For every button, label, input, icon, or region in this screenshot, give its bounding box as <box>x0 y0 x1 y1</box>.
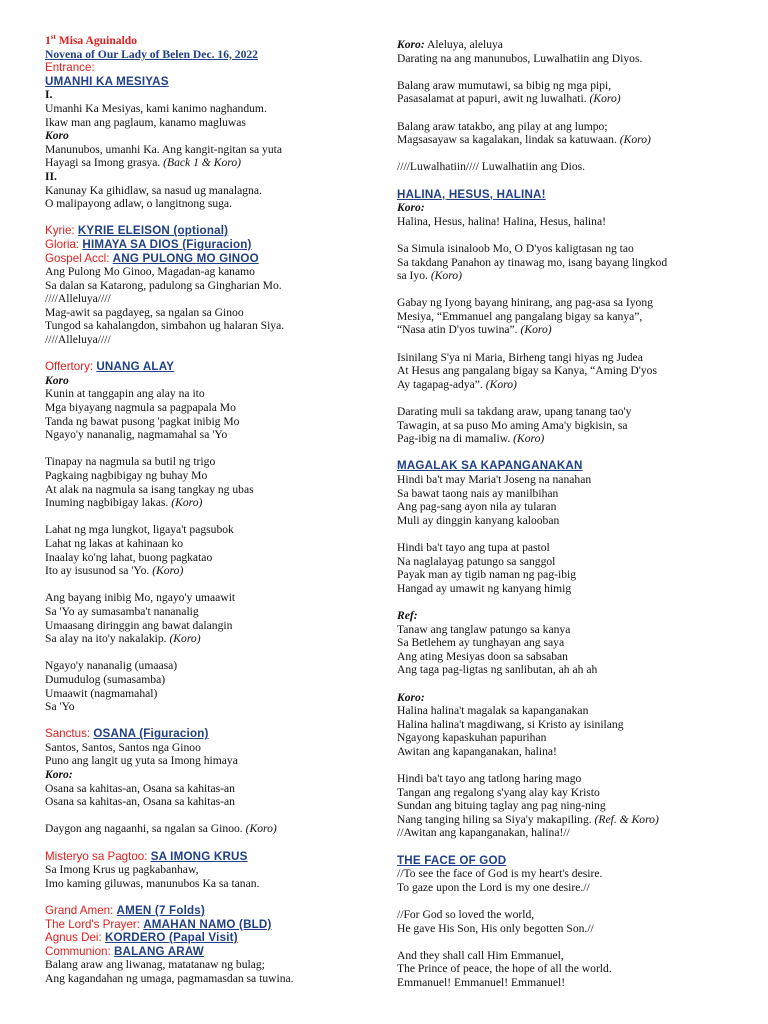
refrain-label: Ref: <box>397 608 418 622</box>
lyric-line <box>397 92 737 106</box>
gospel-song-title: ANG PULONG MO GINOO <box>112 251 259 265</box>
entrance-label: Entrance: <box>45 61 95 75</box>
koro-label: Koro: <box>397 201 425 215</box>
amen-row <box>45 904 370 918</box>
performance-note: (Koro) <box>619 133 651 147</box>
lyric-text: Aleluya, aleluya <box>424 38 503 51</box>
lyric-line: Kanunay Ka gihidlaw, sa nasud ug manalagna. <box>45 183 262 197</box>
lyric-line: Ngayo'y nananalig (umaasa) <box>45 659 178 673</box>
sanctus-song-title: OSANA (Figuracion) <box>93 727 209 741</box>
lyric-line: Hindi ba't may Maria't Joseng na nanahan <box>397 473 592 486</box>
lyric-line: Ngayong kapaskuhan papurihan <box>397 731 547 745</box>
lyric-line: Tanda ng bawat pusong 'pagkat inibig Mo <box>45 414 240 428</box>
lyric-line: Ang kagandahan ng umaga, pagmamasdan sa tuwina. <box>45 971 294 985</box>
lyric-line: Mag-awit sa pagdayeg, sa ngalan sa Ginoo <box>45 305 244 319</box>
lyric-text: Daygon ang nagaanhi, sa ngalan sa Ginoo. <box>45 822 246 836</box>
mass-ordinal-suffix: st <box>50 33 56 42</box>
agnus-row <box>45 931 370 945</box>
lyric-line <box>397 38 737 52</box>
lyric-line: Ang Pulong Mo Ginoo, Magadan-ag kanamo <box>45 265 255 279</box>
lyric-line: Sa Betlehem ay tunghayan ang saya <box>397 636 565 650</box>
lyric-line: Santos, Santos, Santos nga Ginoo <box>45 740 201 754</box>
lyric-text: Hayagi sa Imong grasya. <box>45 156 164 170</box>
lyric-line: Hindi ba't tayo ang tupa at pastol <box>397 540 550 554</box>
lyric-line <box>397 378 737 392</box>
lyric-line: Puno ang langit ug yuta sa Imong himaya <box>45 754 238 768</box>
performance-note: (Back 1 & Koro) <box>163 156 241 170</box>
lyric-line: Hindi ba't tayo ang tatlong haring mago <box>397 772 582 786</box>
mass-title <box>45 34 370 48</box>
lyric-text: sa Iyo. <box>397 269 431 283</box>
lyric-line: Pagkaing nagbibigay ng buhay Mo <box>45 469 208 482</box>
kyrie-row <box>45 224 370 238</box>
lyric-line: Umaasang diringgin ang bawat dalangin <box>45 618 233 632</box>
verse-marker: II. <box>45 169 57 183</box>
halina-song-title: HALINA, HESUS, HALINA! <box>397 187 546 201</box>
lyric-line: And they shall call Him Emmanuel, <box>397 948 564 962</box>
lyric-line: The Prince of peace, the hope of all the world. <box>397 962 612 976</box>
lyric-text: “Nasa atin D'yos tuwina”. <box>397 323 521 337</box>
koro-label: Koro: <box>45 768 73 782</box>
lyric-line: At Hesus ang pangalang bigay sa Kanya, “Aming D'yos <box>397 364 657 378</box>
koro-label: Koro <box>45 373 69 387</box>
mass-title-text: Misa Aguinaldo <box>55 34 138 47</box>
lyric-line: Tanaw ang tanglaw patungo sa kanya <box>397 622 571 636</box>
lyric-line <box>397 432 737 446</box>
lyric-line: Awitan ang kapanganakan, halina! <box>397 744 557 758</box>
lyric-line: Tawagin, at sa puso Mo aming Ama'y bigkisin, sa <box>397 418 628 432</box>
lyric-line: Inaalay ko'ng lahat, buong pagkatao <box>45 550 213 564</box>
lyric-line: Halina halina't magdiwang, si Kristo ay isinilang <box>397 717 624 731</box>
lyric-line <box>45 822 370 836</box>
lyric-line: //For God so loved the world, <box>397 908 535 921</box>
gloria-label: Gloria: <box>45 237 83 251</box>
lyric-line: Halina halina't magalak sa kapanganakan <box>397 704 589 718</box>
koro-label: Koro: <box>397 38 425 51</box>
lyric-line <box>45 496 370 510</box>
kyrie-label: Kyrie: <box>45 224 78 238</box>
lyric-line: Ang ating Mesiyas doon sa sabsaban <box>397 649 568 663</box>
lyric-line: Manunubos, umanhi Ka. Ang kangit-ngitan sa yuta <box>45 142 282 156</box>
lyric-line: Balang araw ang liwanag, matatanaw ng bulag; <box>45 958 265 972</box>
lyric-line: Isinilang S'ya ni Maria, Birheng tangi hiyas ng Judea <box>397 350 643 364</box>
lyric-text: Magsasayaw sa kagalakan, lindak sa katuwaan. <box>397 133 620 147</box>
lyric-line: Emmanuel! Emmanuel! Emmanuel! <box>397 975 566 989</box>
performance-note: (Koro) <box>513 432 545 446</box>
entrance-song-title: UMANHI KA MESIYAS <box>45 74 169 88</box>
lyric-line: Imo kaming giluwas, manunubos Ka sa tanan. <box>45 876 260 890</box>
performance-note: (Koro) <box>430 269 462 283</box>
agnus-label: Agnus Dei: <box>45 931 105 945</box>
face-of-god-song-title: THE FACE OF GOD <box>397 853 507 867</box>
lyric-line: Tangan ang regalong s'yang alay kay Kristo <box>397 785 600 799</box>
lyric-line: Darating na ang manunubos, Luwalhatiin ang Diyos. <box>397 51 643 65</box>
lyric-text: Ay tagapag-adya”. <box>397 377 486 391</box>
performance-note: (Koro) <box>169 632 201 646</box>
lyric-line <box>45 156 370 170</box>
misteryo-song-title: SA IMONG KRUS <box>150 849 248 863</box>
communion-label: Communion: <box>45 944 114 958</box>
sanctus-label: Sanctus: <box>45 727 94 741</box>
mass-ordinal: 1 <box>45 34 51 47</box>
lyric-line: Sa 'Yo <box>45 700 75 714</box>
prayer-row <box>45 918 370 932</box>
lyric-line: Tungod sa kahalangdon, simbahon ug halaran Siya. <box>45 319 285 333</box>
lyric-line <box>397 133 737 147</box>
offertory-row <box>45 360 370 374</box>
amen-label: Grand Amen: <box>45 904 117 917</box>
lyric-text: Ito ay isusunod sa 'Yo. <box>45 564 153 578</box>
lyric-line: Ikaw man ang paglaum, kanamo magluwas <box>45 115 246 129</box>
lyric-line: Darating muli sa takdang araw, upang tanang tao'y <box>397 405 632 419</box>
sanctus-row <box>45 727 370 741</box>
lyric-line: Sa 'Yo ay sumasamba't nananalig <box>45 604 199 618</box>
performance-note: (Koro) <box>589 92 621 106</box>
prayer-label: The Lord's Prayer: <box>45 917 144 931</box>
lyric-line: Mesiya, “Emmanuel ang pangalang bigay sa kanya”, <box>397 309 643 323</box>
koro-label: Koro: <box>397 690 425 704</box>
lyric-line: Ang bayang inibig Mo, ngayo'y umaawit <box>45 591 236 605</box>
lyric-line <box>45 564 370 578</box>
lyric-line: Ang taga pag-ligtas ng sanlibutan, ah ah ah <box>397 663 598 677</box>
performance-note: (Koro) <box>485 377 517 391</box>
prayer-song-title: AMAHAN NAMO (BLD) <box>143 917 272 931</box>
lyric-line: ////Alleluya//// <box>45 333 111 347</box>
lyric-line: ////Luwalhatiin//// Luwalhatiin ang Dios. <box>397 160 586 174</box>
lyric-line: Balang araw tatakbo, ang pilay at ang lumpo; <box>397 119 608 133</box>
misteryo-row <box>45 850 370 864</box>
lyric-line: Dumudulog (sumasamba) <box>45 672 166 686</box>
lyric-line: Kunin at tanggapin ang alay na ito <box>45 387 205 401</box>
lyric-line: Sa Simula isinaloob Mo, O D'yos kaligtasan ng tao <box>397 241 634 255</box>
verse-marker: I. <box>45 88 53 102</box>
lyric-line: Lahat ng lakas at kahinaan ko <box>45 536 184 550</box>
performance-note: (Koro) <box>152 564 184 578</box>
lyric-line: ////Alleluya//// <box>45 292 111 306</box>
lyric-line: Umanhi Ka Mesiyas, kami kanimo naghandum. <box>45 101 267 115</box>
performance-note: (Koro) <box>245 822 277 836</box>
lyric-line: Na naglalayag patungo sa sanggol <box>397 554 556 568</box>
lyric-line: Ang pag-sang ayon nila ay tularan <box>397 500 557 514</box>
lyric-text: Pasasalamat at papuri, awit ng luwalhati. <box>397 92 590 106</box>
lyric-line: To gaze upon the Lord is my one desire.// <box>397 880 590 894</box>
magalak-song-title: MAGALAK SA KAPANGANAKAN <box>397 459 583 473</box>
lyric-line: Muli ay dinggin kanyang kalooban <box>397 513 560 527</box>
lyric-line: He gave His Son, His only begotten Son.// <box>397 921 594 935</box>
right-column <box>397 38 737 990</box>
misteryo-label: Misteryo sa Pagtoo: <box>45 849 151 863</box>
lyric-line: Hangad ay umawit ng kanyang himig <box>397 581 572 595</box>
performance-note: (Koro) <box>520 323 552 337</box>
lyric-line: Umaawit (nagmamahal) <box>45 686 158 700</box>
lyric-line: Tinapay na nagmula sa butil ng trigo <box>45 455 216 469</box>
lyric-line: Mga biyayang nagmula sa pagpapala Mo <box>45 401 236 415</box>
lyric-line: Gabay ng Iyong bayang hinirang, ang pag-asa sa Iyong <box>397 296 653 310</box>
performance-note: (Koro) <box>171 496 203 510</box>
koro-label: Koro <box>45 129 69 143</box>
kyrie-song-title: KYRIE ELEISON (optional) <box>77 224 229 238</box>
lyric-line: Halina, Hesus, halina! Halina, Hesus, halina! <box>397 214 606 228</box>
gospel-label: Gospel Accl: <box>45 251 113 265</box>
lyric-text: Sa alay na ito'y nakalakip. <box>45 632 170 646</box>
novena-line: Novena of Our Lady of Belen Dec. 16, 2022 <box>45 47 258 61</box>
performance-note: (Ref. & Koro) <box>594 812 659 826</box>
lyric-line: Sundan ang bituing taglay ang pag ning-ning <box>397 799 606 813</box>
lyric-line <box>397 269 737 283</box>
lyric-line: Osana sa kahitas-an, Osana sa kahitas-an <box>45 795 235 809</box>
lyric-line: Balang araw mumutawi, sa bibig ng mga pipi, <box>397 78 612 92</box>
gloria-row <box>45 238 370 252</box>
offertory-label: Offertory: <box>45 360 97 374</box>
communion-song-title: BALANG ARAW <box>113 944 204 958</box>
lyric-line: At alak na nagmula sa isang tangkay ng ubas <box>45 482 254 496</box>
lyric-line: Sa bawat taong nais ay manilbihan <box>397 486 559 500</box>
lyric-line: //To see the face of God is my heart's desire. <box>397 867 603 881</box>
lyric-text: Nang tanging hiling sa Siya'y makapiling. <box>397 812 595 826</box>
amen-song-title: AMEN (7 Folds) <box>116 904 206 917</box>
lyric-line: O malipayong adlaw, o langitnong suga. <box>45 197 232 211</box>
communion-row <box>45 945 370 959</box>
gospel-row <box>45 252 370 266</box>
lyric-line <box>397 323 737 337</box>
lyric-line <box>397 813 737 827</box>
lyric-line: Lahat ng mga lungkot, ligaya't pagsubok <box>45 523 234 537</box>
offertory-song-title: UNANG ALAY <box>96 360 175 374</box>
lyric-text: Inuming nagbibigay lakas. <box>45 496 172 510</box>
lyric-line: Osana sa kahitas-an, Osana sa kahitas-an <box>45 781 235 795</box>
lyric-line <box>45 632 370 646</box>
lyric-line: Sa dalan sa Katarong, padulong sa Gingharian Mo. <box>45 278 282 292</box>
lyric-line: Payak man ay tigib naman ng pag-ibig <box>397 568 577 582</box>
agnus-song-title: KORDERO (Papal Visit) <box>104 931 238 945</box>
lyric-line: //Awitan ang kapanganakan, halina!// <box>397 826 570 840</box>
lyric-line: Sa Imong Krus ug pagkabanhaw, <box>45 863 199 877</box>
lyric-line: Ngayo'y nananalig, nagmamahal sa 'Yo <box>45 428 228 442</box>
gloria-song-title: HIMAYA SA DIOS (Figuracion) <box>82 237 252 251</box>
left-column <box>45 34 370 986</box>
lyric-line: Sa takdang Panahon ay tinawag mo, isang bayang lingkod <box>397 255 668 269</box>
lyric-text: Pag-ibig na di mamaliw. <box>397 432 514 446</box>
